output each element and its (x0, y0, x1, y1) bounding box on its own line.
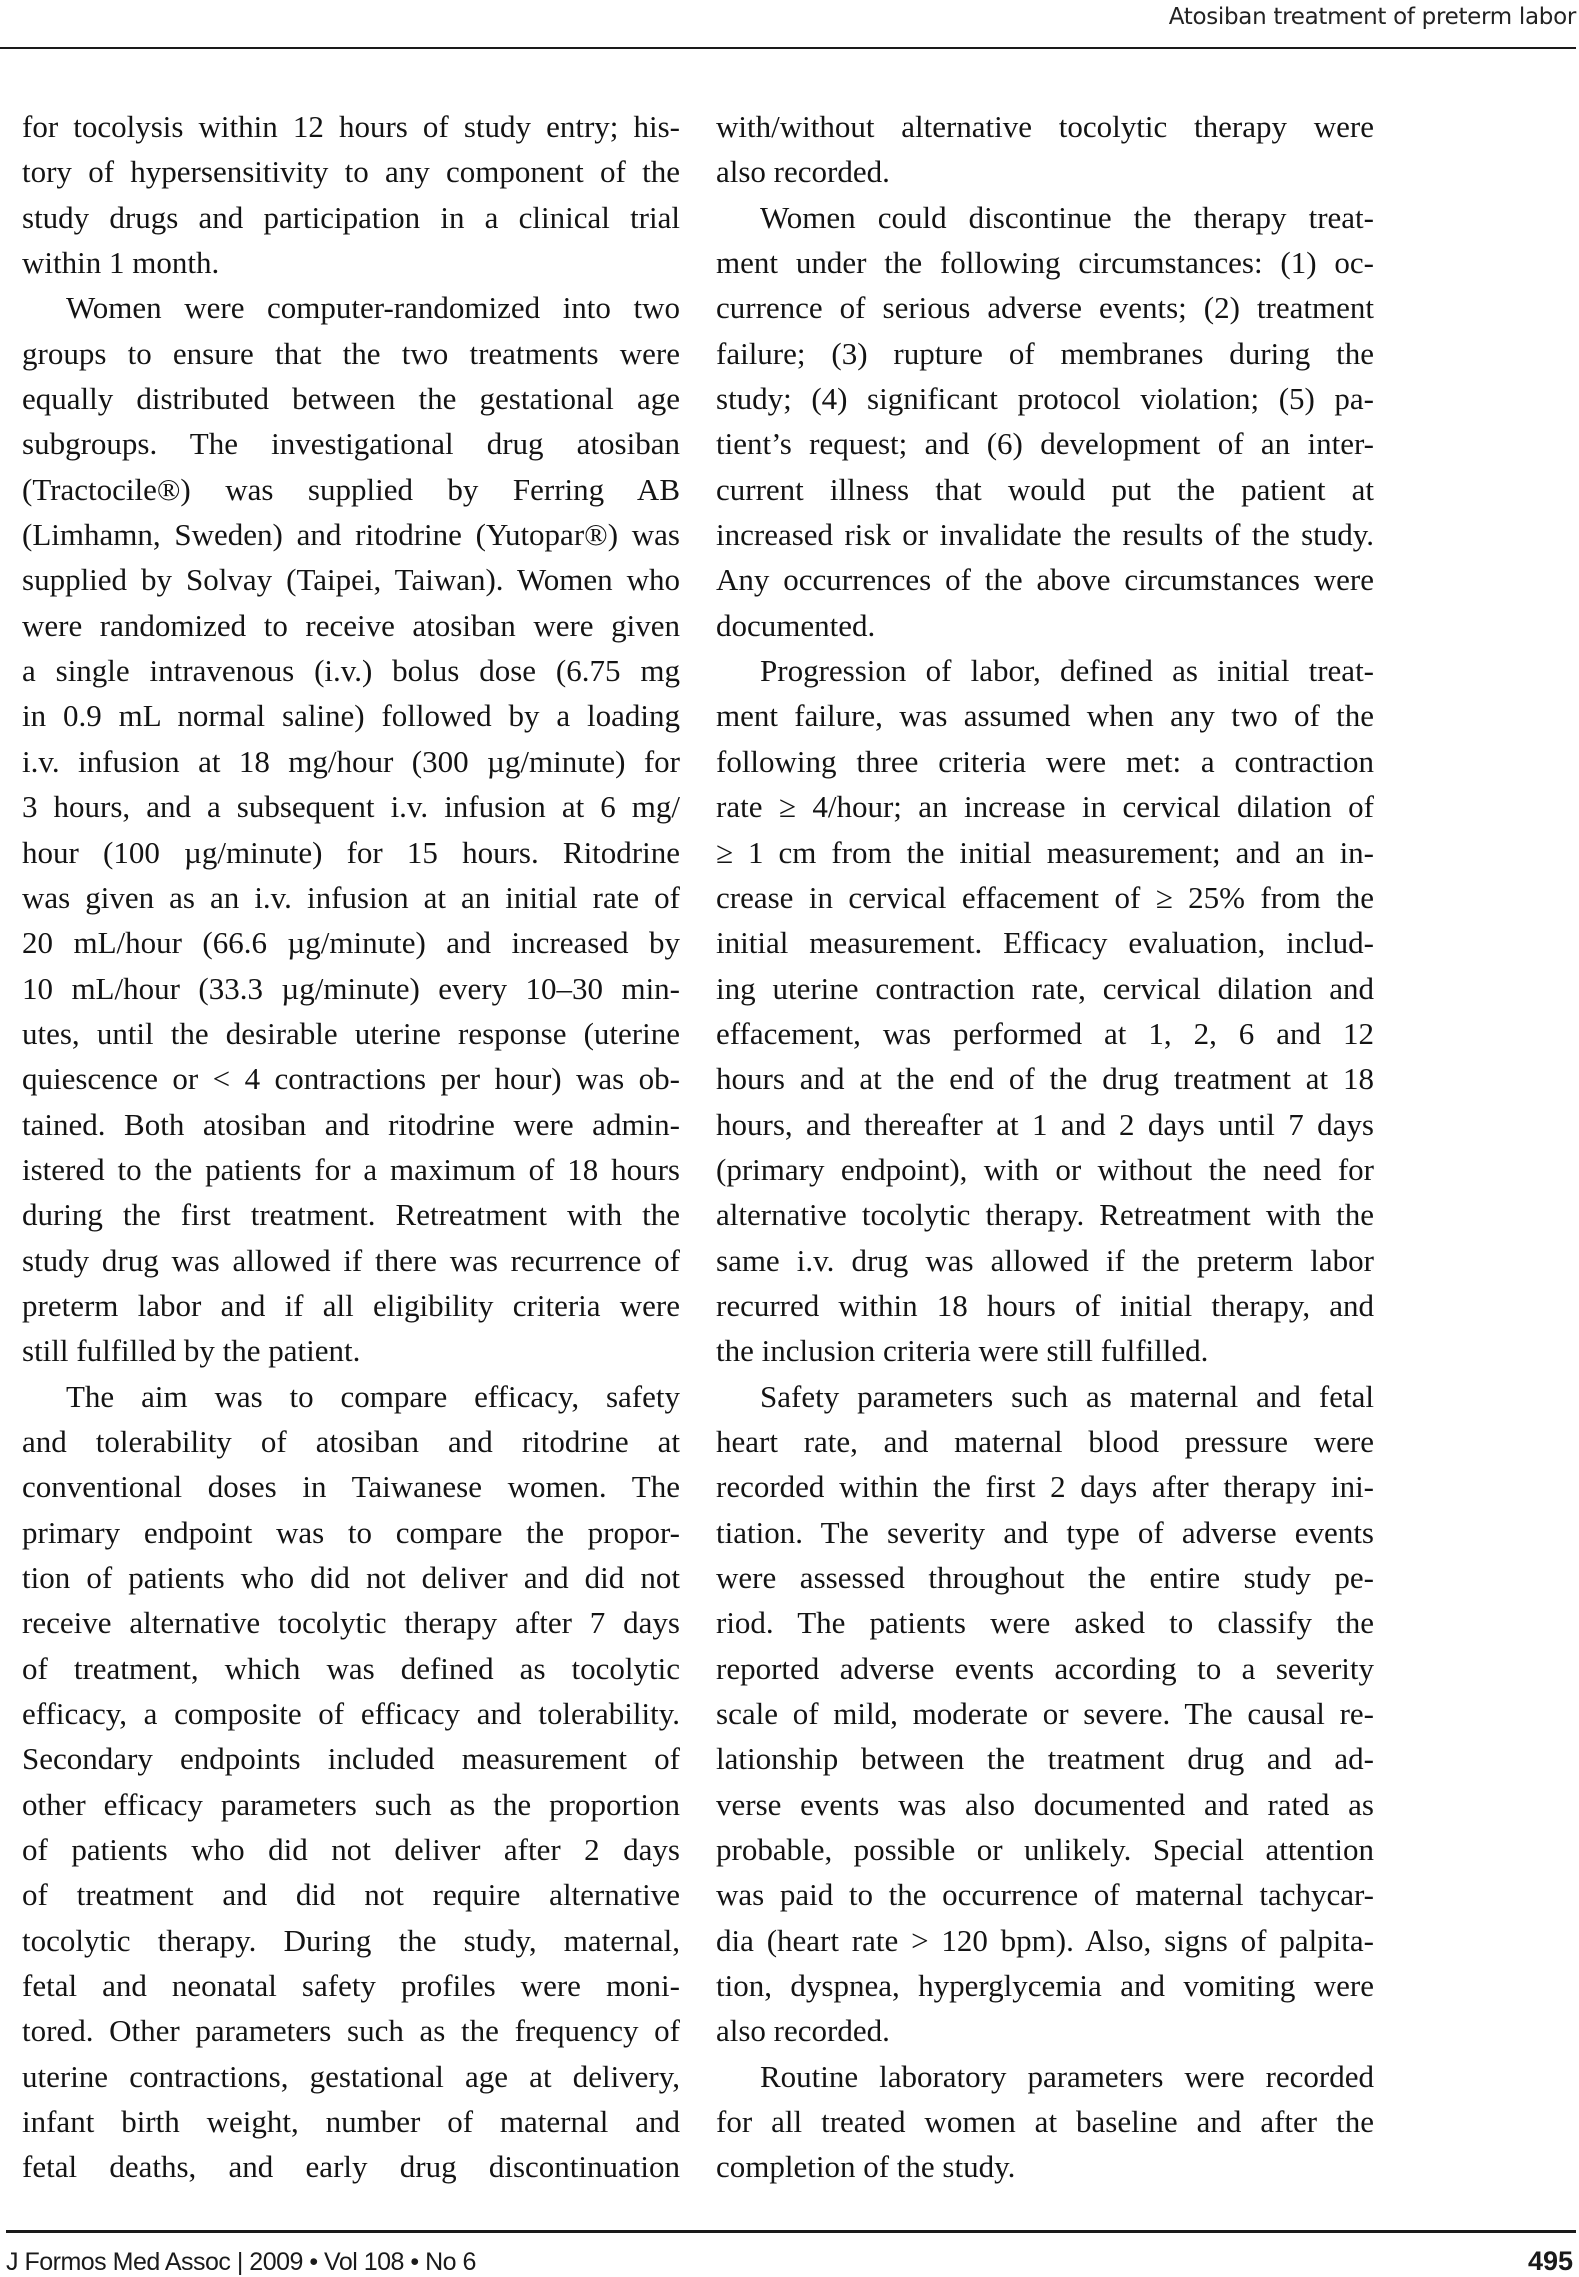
text-line: Progression of labor, defined as initial treat- (760, 653, 1374, 689)
text-line: 3 hours, and a subsequent i.v. infusion at 6 mg/ (22, 789, 680, 825)
text-line: primary endpoint was to compare the propor- (22, 1514, 680, 1550)
text-line: utes, until the desirable uterine response (uterine (22, 1015, 680, 1051)
text-line: preterm labor and if all eligibility criteria were (22, 1287, 680, 1323)
text-line: dia (heart rate > 120 bpm). Also, signs of palpita- (716, 1922, 1374, 1958)
right-column (716, 104, 1374, 2190)
text-line: during the first treatment. Retreatment with the (22, 1197, 680, 1233)
text-line: supplied by Solvay (Taipei, Taiwan). Women who (22, 562, 680, 598)
text-line: 20 mL/hour (66.6 µg/minute) and increased by (22, 925, 680, 961)
text-line: lationship between the treatment drug and ad- (716, 1741, 1374, 1777)
text-line: of patients who did not deliver after 2 days (22, 1832, 680, 1868)
text-line: completion of the study. (716, 2149, 1016, 2185)
text-line: heart rate, and maternal blood pressure were (716, 1423, 1374, 1459)
text-line: recorded within the first 2 days after therapy ini- (716, 1469, 1374, 1505)
text-line: infant birth weight, number of maternal and (22, 2104, 680, 2140)
text-line: tored. Other parameters such as the frequency of (22, 2013, 680, 2049)
text-line: was given as an i.v. infusion at an initial rate of (22, 879, 680, 915)
text-line: riod. The patients were asked to classify the (716, 1605, 1374, 1641)
text-line: conventional doses in Taiwanese women. The (22, 1469, 680, 1505)
paragraph (22, 285, 680, 1373)
text-line: within 1 month. (22, 245, 220, 281)
paragraph (22, 104, 680, 285)
text-line: reported adverse events according to a severity (716, 1650, 1374, 1686)
text-line: uterine contractions, gestational age at delivery, (22, 2058, 680, 2094)
text-line: effacement, was performed at 1, 2, 6 and 12 (716, 1015, 1374, 1051)
paragraph (22, 1374, 680, 2190)
text-line: still fulfilled by the patient. (22, 1333, 361, 1369)
text-line: verse events was also documented and rated as (716, 1786, 1374, 1822)
text-line: ment failure, was assumed when any two of the (716, 698, 1374, 734)
paragraph (716, 2054, 1374, 2190)
text-line: scale of mild, moderate or severe. The causal re- (716, 1696, 1374, 1732)
text-line: study drugs and participation in a clinical trial (22, 199, 680, 235)
text-line: other efficacy parameters such as the proportion (22, 1786, 680, 1822)
text-line: (primary endpoint), with or without the need for (716, 1151, 1374, 1187)
text-line: in 0.9 mL normal saline) followed by a loading (22, 698, 680, 734)
text-line: groups to ensure that the two treatments were (22, 335, 680, 371)
text-line: Any occurrences of the above circumstances were (716, 562, 1374, 598)
text-line: and tolerability of atosiban and ritodrine at (22, 1423, 680, 1459)
text-line: study; (4) significant protocol violation; (5) pa- (716, 381, 1374, 417)
text-line: The aim was to compare efficacy, safety (66, 1378, 680, 1414)
text-line: tained. Both atosiban and ritodrine were admin- (22, 1106, 680, 1142)
text-line: were randomized to receive atosiban were given (22, 607, 680, 643)
footer-rule (6, 2230, 1576, 2233)
text-line: was paid to the occurrence of maternal tachycar- (716, 1877, 1374, 1913)
text-line: with/without alternative tocolytic therapy were (716, 109, 1374, 144)
text-line: ing uterine contraction rate, cervical dilation and (716, 970, 1374, 1006)
text-line: tory of hypersensitivity to any component of the (22, 154, 680, 190)
text-line: i.v. infusion at 18 mg/hour (300 µg/minute) for (22, 743, 680, 779)
left-column (22, 104, 680, 2190)
text-line: Women could discontinue the therapy treat- (760, 199, 1374, 235)
text-line: fetal deaths, and early drug discontinuation (22, 2149, 680, 2185)
text-line: fetal and neonatal safety profiles were moni- (22, 1968, 680, 2004)
page-number: 495 (1527, 2246, 1573, 2276)
text-line: following three criteria were met: a contraction (716, 743, 1374, 779)
text-line: also recorded. (716, 154, 890, 190)
paragraph (716, 1374, 1374, 2054)
paragraph (716, 195, 1374, 648)
text-line: initial measurement. Efficacy evaluation, includ- (716, 925, 1374, 961)
text-line: tient’s request; and (6) development of an inter- (716, 426, 1374, 462)
text-line: probable, possible or unlikely. Special attention (716, 1832, 1374, 1868)
text-line: (Tractocile®) was supplied by Ferring AB (22, 471, 680, 507)
text-line: 10 mL/hour (33.3 µg/minute) every 10–30 min- (22, 970, 680, 1006)
text-line: of treatment and did not require alternative (22, 1877, 680, 1913)
text-line: ment under the following circumstances: (1) oc- (716, 245, 1374, 281)
text-line: receive alternative tocolytic therapy after 7 days (22, 1605, 680, 1641)
paragraph (716, 648, 1374, 1374)
header-rule (0, 47, 1576, 49)
footer-journal-citation: J Formos Med Assoc | 2009 • Vol 108 • No 6 (6, 2248, 476, 2276)
running-head-title: Atosiban treatment of preterm labor (1168, 4, 1576, 30)
text-line: for all treated women at baseline and after the (716, 2104, 1374, 2140)
text-line: (Limhamn, Sweden) and ritodrine (Yutopar®) was (22, 517, 680, 553)
text-line: Secondary endpoints included measurement of (22, 1741, 680, 1777)
text-line: currence of serious adverse events; (2) treatment (716, 290, 1374, 326)
text-line: tion, dyspnea, hyperglycemia and vomiting were (716, 1968, 1374, 2004)
text-line: a single intravenous (i.v.) bolus dose (6.75 mg (22, 653, 680, 689)
text-line: efficacy, a composite of efficacy and tolerability. (22, 1696, 680, 1732)
text-line: were assessed throughout the entire study pe- (716, 1560, 1374, 1595)
text-line: documented. (716, 607, 876, 643)
text-line: hours and at the end of the drug treatment at 18 (716, 1061, 1374, 1097)
text-line: equally distributed between the gestational age (22, 381, 680, 417)
text-line: Women were computer-randomized into two (66, 290, 680, 326)
text-line: for tocolysis within 12 hours of study entry; his- (22, 109, 680, 144)
text-line: tiation. The severity and type of adverse events (716, 1514, 1374, 1550)
paragraph (716, 104, 1374, 195)
text-line: hour (100 µg/minute) for 15 hours. Ritodrine (22, 834, 680, 870)
text-line: crease in cervical effacement of ≥ 25% from the (716, 879, 1374, 915)
text-line: current illness that would put the patient at (716, 471, 1374, 507)
text-line: alternative tocolytic therapy. Retreatment with the (716, 1197, 1374, 1233)
text-line: istered to the patients for a maximum of 18 hours (22, 1151, 680, 1187)
text-line: ≥ 1 cm from the initial measurement; and an in- (716, 834, 1374, 870)
text-line: failure; (3) rupture of membranes during the (716, 335, 1374, 371)
text-line: increased risk or invalidate the results of the study. (716, 517, 1374, 553)
text-line: also recorded. (716, 2013, 890, 2049)
text-line: Routine laboratory parameters were recorded (760, 2058, 1374, 2094)
text-line: tion of patients who did not deliver and did not (22, 1560, 680, 1595)
text-line: of treatment, which was defined as tocolytic (22, 1650, 680, 1686)
text-line: the inclusion criteria were still fulfilled. (716, 1333, 1209, 1369)
text-line: hours, and thereafter at 1 and 2 days until 7 days (716, 1106, 1374, 1142)
text-line: quiescence or < 4 contractions per hour) was ob- (22, 1061, 680, 1097)
text-line: Safety parameters such as maternal and fetal (760, 1378, 1374, 1414)
text-line: rate ≥ 4/hour; an increase in cervical dilation of (716, 789, 1374, 825)
text-line: recurred within 18 hours of initial therapy, and (716, 1287, 1374, 1323)
text-line: same i.v. drug was allowed if the preterm labor (716, 1242, 1374, 1278)
text-line: tocolytic therapy. During the study, maternal, (22, 1922, 680, 1958)
text-line: study drug was allowed if there was recurrence of (22, 1242, 680, 1278)
text-line: subgroups. The investigational drug atosiban (22, 426, 680, 462)
